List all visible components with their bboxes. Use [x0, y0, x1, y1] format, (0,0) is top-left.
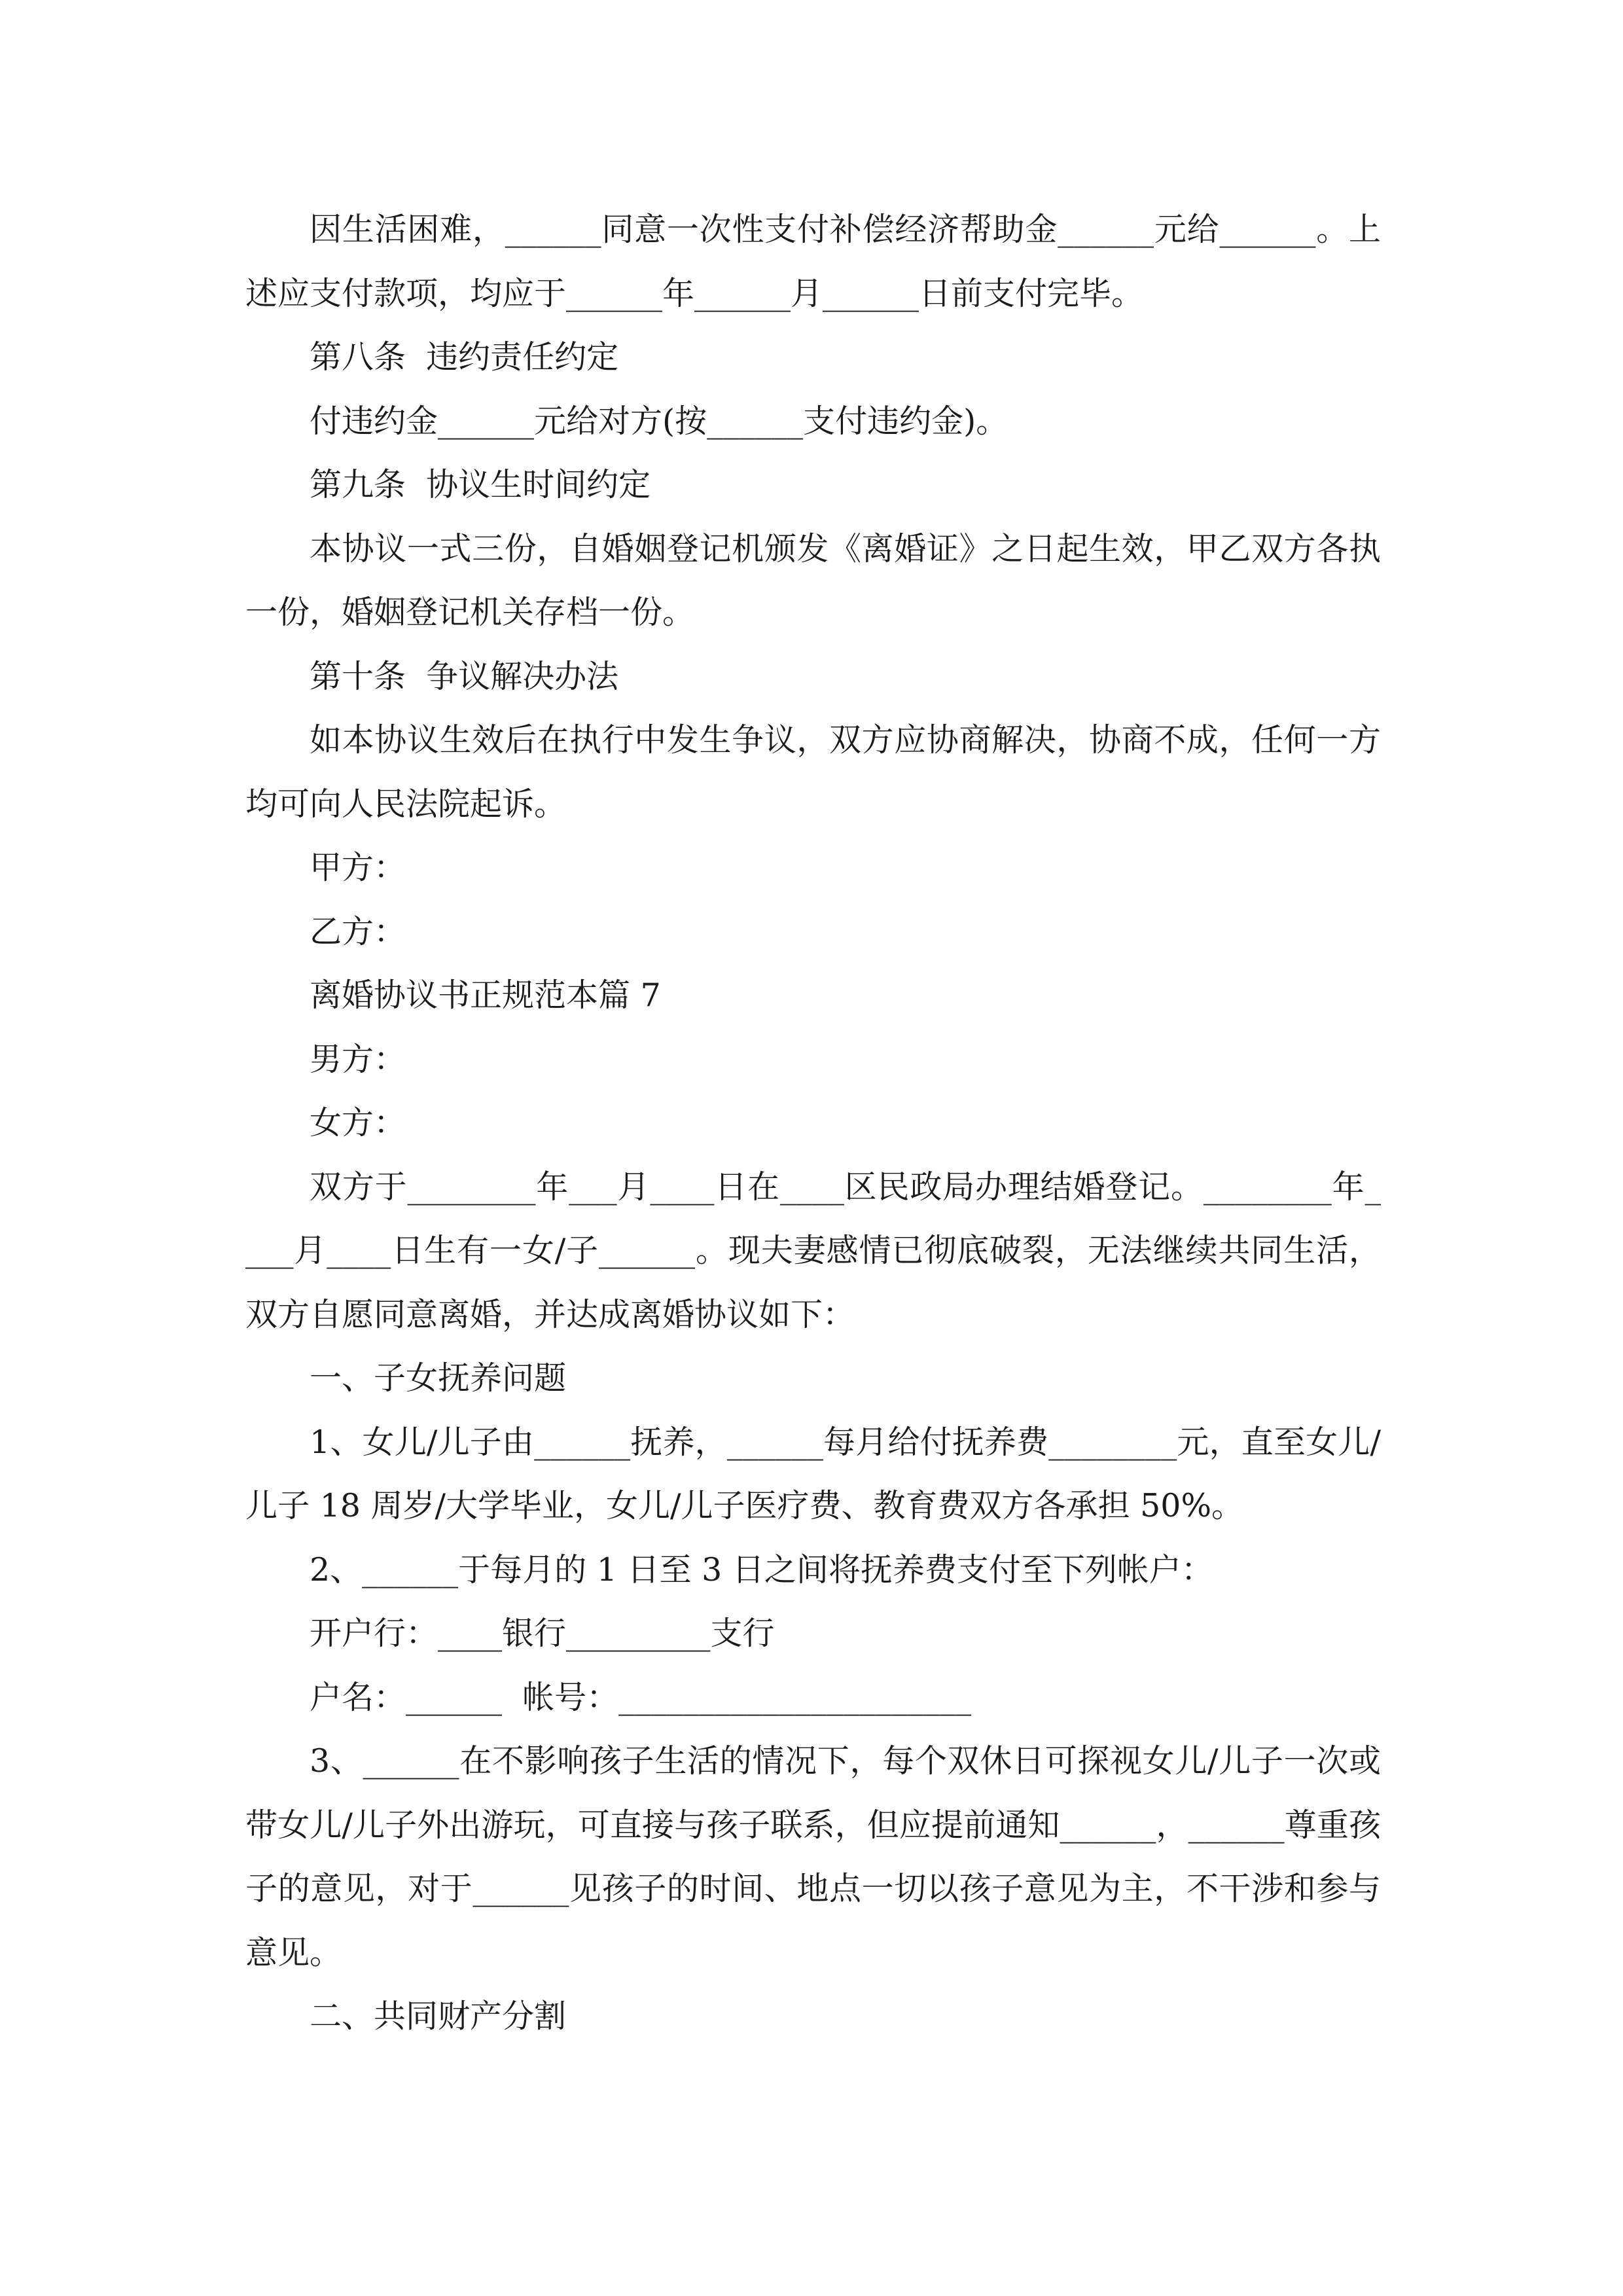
paragraph-effective: 本协议一式三份，自婚姻登记机颁发《离婚证》之日起生效，甲乙双方各执一份，婚姻登记机关存档一份。: [245, 529, 1381, 631]
female-party-label: 女方：: [310, 1104, 406, 1141]
paragraph-custody-2: 2、______于每月的 1 日至 3 日之间将抚养费支付至下列帐户：: [310, 1551, 1213, 1588]
heading-article-9: 第九条 协议生时间约定: [310, 466, 651, 503]
heading-article-10: 第十条 争议解决办法: [310, 657, 619, 695]
paragraph-bank: 开户行：____银行_________支行: [310, 1615, 775, 1652]
paragraph-custody-1: 1、女儿/儿子由______抚养，______每月给付抚养费________元，直至女儿/儿子 18 周岁/大学毕业，女儿/儿子医疗费、教育费双方各承担 50%。: [245, 1423, 1381, 1524]
paragraph-marriage-info: 双方于________年___月____日在____区民政局办理结婚登记。________年____月____日生有一女/子______。现夫妻感情已彻底破裂，无法继续共同生活，双方自愿同意离婚，并达成离婚协议如下：: [245, 1168, 1381, 1333]
heading-article-8: 第八条 违约责任约定: [310, 338, 619, 376]
paragraph-custody-3: 3、______在不影响孩子生活的情况下，每个双休日可探视女儿/儿子一次或带女儿/儿子外出游玩，可直接与孩子联系，但应提前通知______，______尊重孩子的意见，对于______见孩子的时间、地点一切以孩子意见为主，不干涉和参与意见。: [245, 1742, 1381, 1971]
paragraph-account: 户名：______ 帐号：______________________: [310, 1678, 972, 1716]
section-title: 离婚协议书正规范本篇 7: [310, 977, 661, 1014]
heading-child-custody: 一、子女抚养问题: [310, 1359, 567, 1397]
party-b-label: 乙方：: [310, 912, 406, 950]
heading-property: 二、共同财产分割: [310, 1998, 567, 2035]
paragraph-compensation: 因生活困难，______同意一次性支付补偿经济帮助金______元给______。上述应支付款项，均应于______年______月______日前支付完毕。: [245, 211, 1381, 312]
paragraph-dispute: 如本协议生效后在执行中发生争议，双方应协商解决，协商不成，任何一方均可向人民法院起诉。: [245, 721, 1381, 823]
party-a-label: 甲方：: [310, 849, 406, 886]
document-body: [245, 198, 1381, 2049]
paragraph-penalty: 付违约金______元给对方(按______支付违约金)。: [310, 402, 1008, 440]
male-party-label: 男方：: [310, 1040, 406, 1078]
